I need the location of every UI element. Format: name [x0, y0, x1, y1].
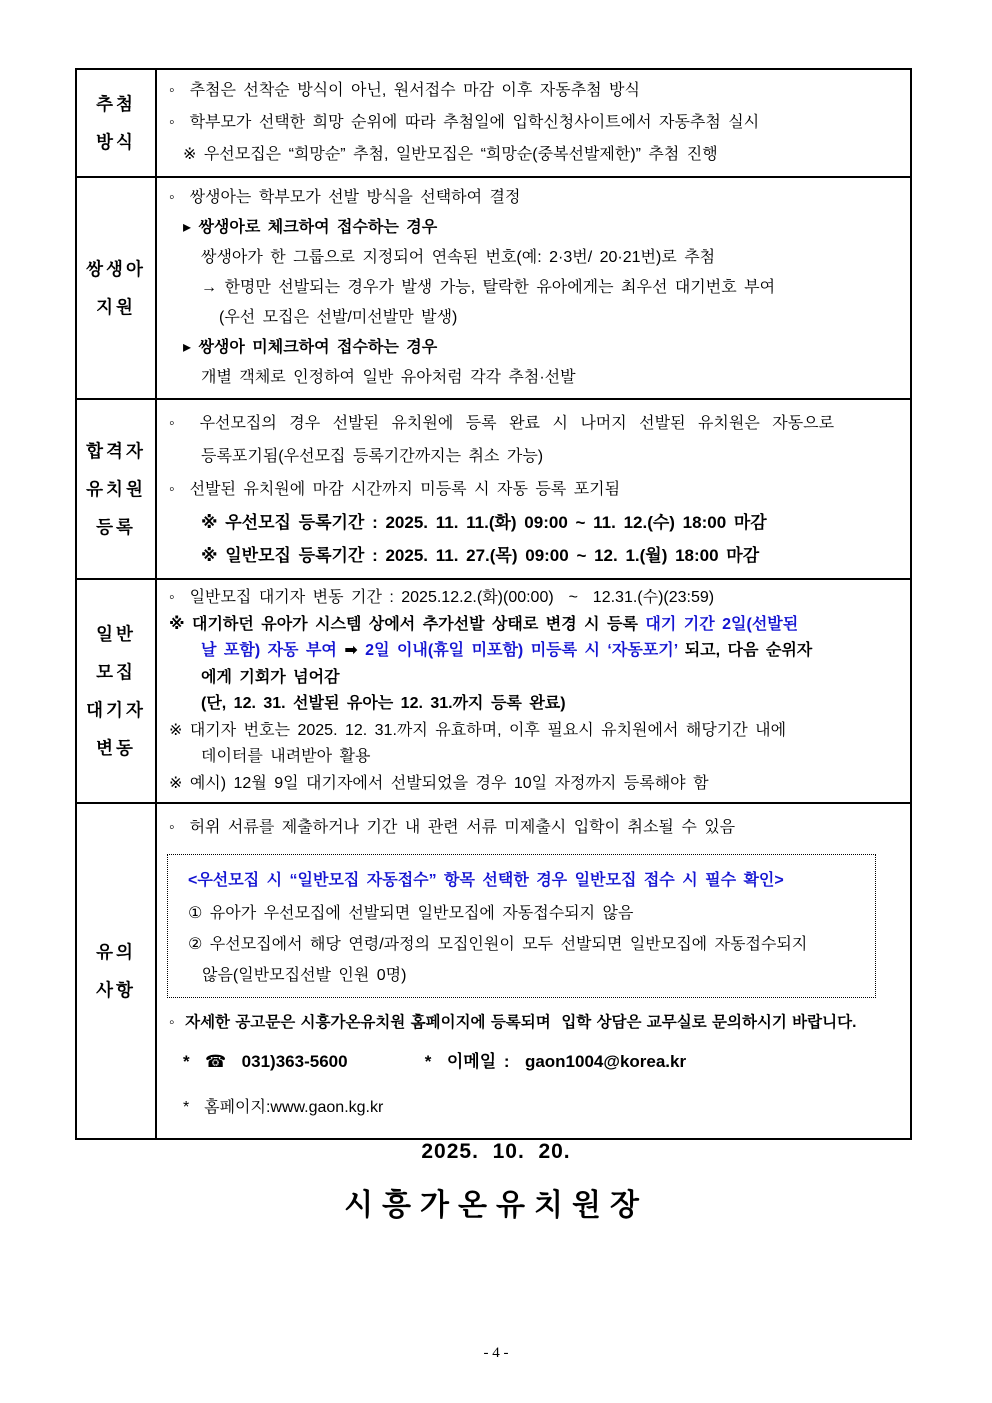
text-segment: ◦ 일반모집 대기자 변동 기간 : 2025.12.2.(화)(00:00) ~ 12.31.(수)(23:59): [169, 589, 715, 606]
row-content: [156, 399, 911, 579]
signature-principal: 시흥가온유치원장: [344, 1189, 648, 1222]
content-line: [161, 107, 902, 139]
text-segment: 되고, 다음 순위자: [677, 642, 813, 659]
row-label: [76, 177, 156, 399]
notice-table-body: [76, 69, 911, 1139]
text-block: [161, 407, 902, 572]
row-content: [156, 579, 911, 803]
row-content: [156, 803, 911, 1139]
table-row: [76, 177, 911, 399]
text-segment: 등록포기됨(우선모집 등록기간까지는 취소 가능): [201, 447, 544, 465]
content-line: [161, 1039, 902, 1085]
page-number: - 4 -: [483, 1345, 509, 1361]
text-segment: ※ 대기하던 유아가 시스템 상에서 추가선발 상태로 변경 시 등록: [169, 615, 646, 633]
row-label-line: 사항: [96, 980, 136, 1000]
text-segment: ※ 우선모집은 “희망순” 추첨, 일반모집은 “희망순(중복선발제한)” 추첨 진행: [183, 146, 718, 163]
text-segment: (단, 12. 31. 선발된 유아는 12. 31.까지 등록 완료): [201, 695, 566, 712]
row-content: [156, 177, 911, 399]
text-segment: * 홈페이지:www.gaon.kg.kr: [183, 1099, 384, 1116]
text-segment: → 한명만 선발되는 경우가 발생 가능, 탈락한 유아에게는 최우선 대기번호 부여: [201, 279, 776, 296]
text-segment: 않음(일반모집선발 인원 0명): [202, 967, 407, 984]
table-row: [76, 579, 911, 803]
content-line: [161, 539, 902, 572]
text-segment: 대기 기간 2일(선발된: [645, 615, 799, 633]
text-segment: 2일 이내(휴일 미포함) 미등록 시 ‘자동포기’: [365, 642, 678, 659]
row-label-line: 쌍생아: [86, 259, 146, 279]
text-segment: ※ 대기자 번호는 2025. 12. 31.까지 유효하며, 이후 필요시 유치원에서 해당기간 내에: [169, 721, 787, 739]
row-label-line: 대기자: [86, 700, 146, 720]
row-content: [156, 69, 911, 177]
text-segment: ◦ 우선모집의 경우 선발된 유치원에 등록 완료 시 나머지 선발된 유치원은 자동으로: [169, 414, 835, 432]
table-row: [76, 399, 911, 579]
content-line: [161, 273, 902, 303]
content-line: [180, 898, 863, 929]
content-line: [180, 960, 863, 991]
text-segment: 쌍생아가 한 그룹으로 지정되어 연속된 번호(예: 2·3번/ 20·21번)로 추첨: [201, 249, 716, 266]
text-segment: ◦ 추첨은 선착순 방식이 아닌, 원서접수 마감 이후 자동추첨 방식: [169, 82, 640, 99]
content-line: [161, 585, 902, 612]
row-label-line: 일반: [96, 624, 136, 644]
text-segment: ① 유아가 우선모집에 선발되면 일반모집에 자동접수되지 않음: [188, 905, 634, 922]
row-label: [76, 399, 156, 579]
content-line: [161, 139, 902, 171]
text-segment: * ☎ 031)363-5600 * 이메일 : gaon1004@korea.kr: [183, 1052, 687, 1071]
content-line: [161, 638, 902, 665]
row-label: [76, 579, 156, 803]
content-line: [161, 333, 902, 363]
content-line: [161, 440, 902, 473]
row-label-line: 지원: [96, 297, 136, 317]
content-line: [161, 506, 902, 539]
content-line: [161, 744, 902, 771]
text-segment: <우선모집 시 “일반모집 자동접수” 항목 선택한 경우 일반모집 접수 시 필수 확인>: [188, 872, 784, 889]
row-label: [76, 69, 156, 177]
text-segment: (우선 모집은 선발/미선발만 발생): [219, 309, 458, 326]
content-line: [161, 183, 902, 213]
content-line: [161, 718, 902, 745]
text-segment: 날 포함) 자동 부여: [201, 642, 345, 659]
content-line: [161, 75, 902, 107]
text-segment: ◦ 선발된 유치원에 마감 시간까지 미등록 시 자동 등록 포기됨: [169, 480, 621, 498]
text-segment: ※ 예시) 12월 9일 대기자에서 선발되었을 경우 10일 자정까지 등록해야 함: [169, 774, 709, 792]
row-label-line: 유치원: [86, 479, 146, 499]
row-label-line: 추첨: [96, 94, 136, 114]
content-line: [161, 665, 902, 692]
content-line: [161, 612, 902, 639]
text-segment: 데이터를 내려받아 활용: [201, 748, 371, 765]
text-segment: 에게 기회가 넘어감: [201, 668, 340, 686]
highlight-box: [167, 854, 876, 998]
text-segment: ➡: [344, 642, 366, 659]
text-block: [161, 75, 902, 171]
row-label-line: 모집: [96, 662, 136, 682]
table-row: [76, 69, 911, 177]
text-segment: ▸ 쌍생아 미체크하여 접수하는 경우: [183, 339, 438, 356]
row-label-line: 합격자: [86, 441, 146, 461]
row-label-line: 방식: [96, 132, 136, 152]
text-block: [161, 183, 902, 393]
text-segment: ▸ 쌍생아로 체크하여 접수하는 경우: [183, 219, 438, 236]
text-block: [161, 585, 902, 797]
content-line: [161, 811, 902, 844]
text-segment: 개별 객체로 인정하여 일반 유아처럼 각각 추첨·선발: [201, 369, 576, 386]
row-label-line: 유의: [96, 942, 136, 962]
content-line: [161, 303, 902, 333]
content-line: [161, 363, 902, 393]
content-line: [161, 407, 902, 440]
table-row: [76, 803, 911, 1139]
row-label-line: 변동: [96, 738, 136, 758]
text-segment: ※ 우선모집 등록기간 : 2025. 11. 11.(화) 09:00 ~ 11. 12.(수) 18:00 마감: [201, 512, 767, 532]
content-line: [161, 1085, 902, 1131]
text-block: [161, 811, 902, 844]
notice-table: [75, 68, 912, 1140]
row-label-line: 등록: [96, 517, 136, 537]
content-line: [161, 243, 902, 273]
content-line: [180, 929, 863, 960]
text-segment: ※ 일반모집 등록기간 : 2025. 11. 27.(목) 09:00 ~ 12. 1.(월) 18:00 마감: [201, 545, 760, 565]
content-line: [161, 1006, 902, 1039]
content-line: [161, 691, 902, 718]
text-segment: ② 우선모집에서 해당 연령/과정의 모집인원이 모두 선발되면 일반모집에 자동접수되지: [188, 936, 808, 953]
text-segment: ◦ 허위 서류를 제출하거나 기간 내 관련 서류 미제출시 입학이 취소될 수 있음: [169, 819, 736, 836]
text-segment: ◦ 쌍생아는 학부모가 선발 방식을 선택하여 결정: [169, 189, 521, 206]
text-segment: ◦ 학부모가 선택한 희망 순위에 따라 추첨일에 입학신청사이트에서 자동추첨 실시: [169, 114, 760, 131]
content-line: [161, 213, 902, 243]
content-line: [161, 771, 902, 798]
row-label: [76, 803, 156, 1139]
issue-date: 2025. 10. 20.: [421, 1140, 571, 1163]
text-segment: ◦ 자세한 공고문은 시흥가온유치원 홈페이지에 등록되며 입학 상담은 교무실로 문의하시기 바랍니다.: [169, 1014, 857, 1031]
text-block: [161, 1006, 902, 1131]
content-line: [180, 861, 863, 898]
content-line: [161, 473, 902, 506]
